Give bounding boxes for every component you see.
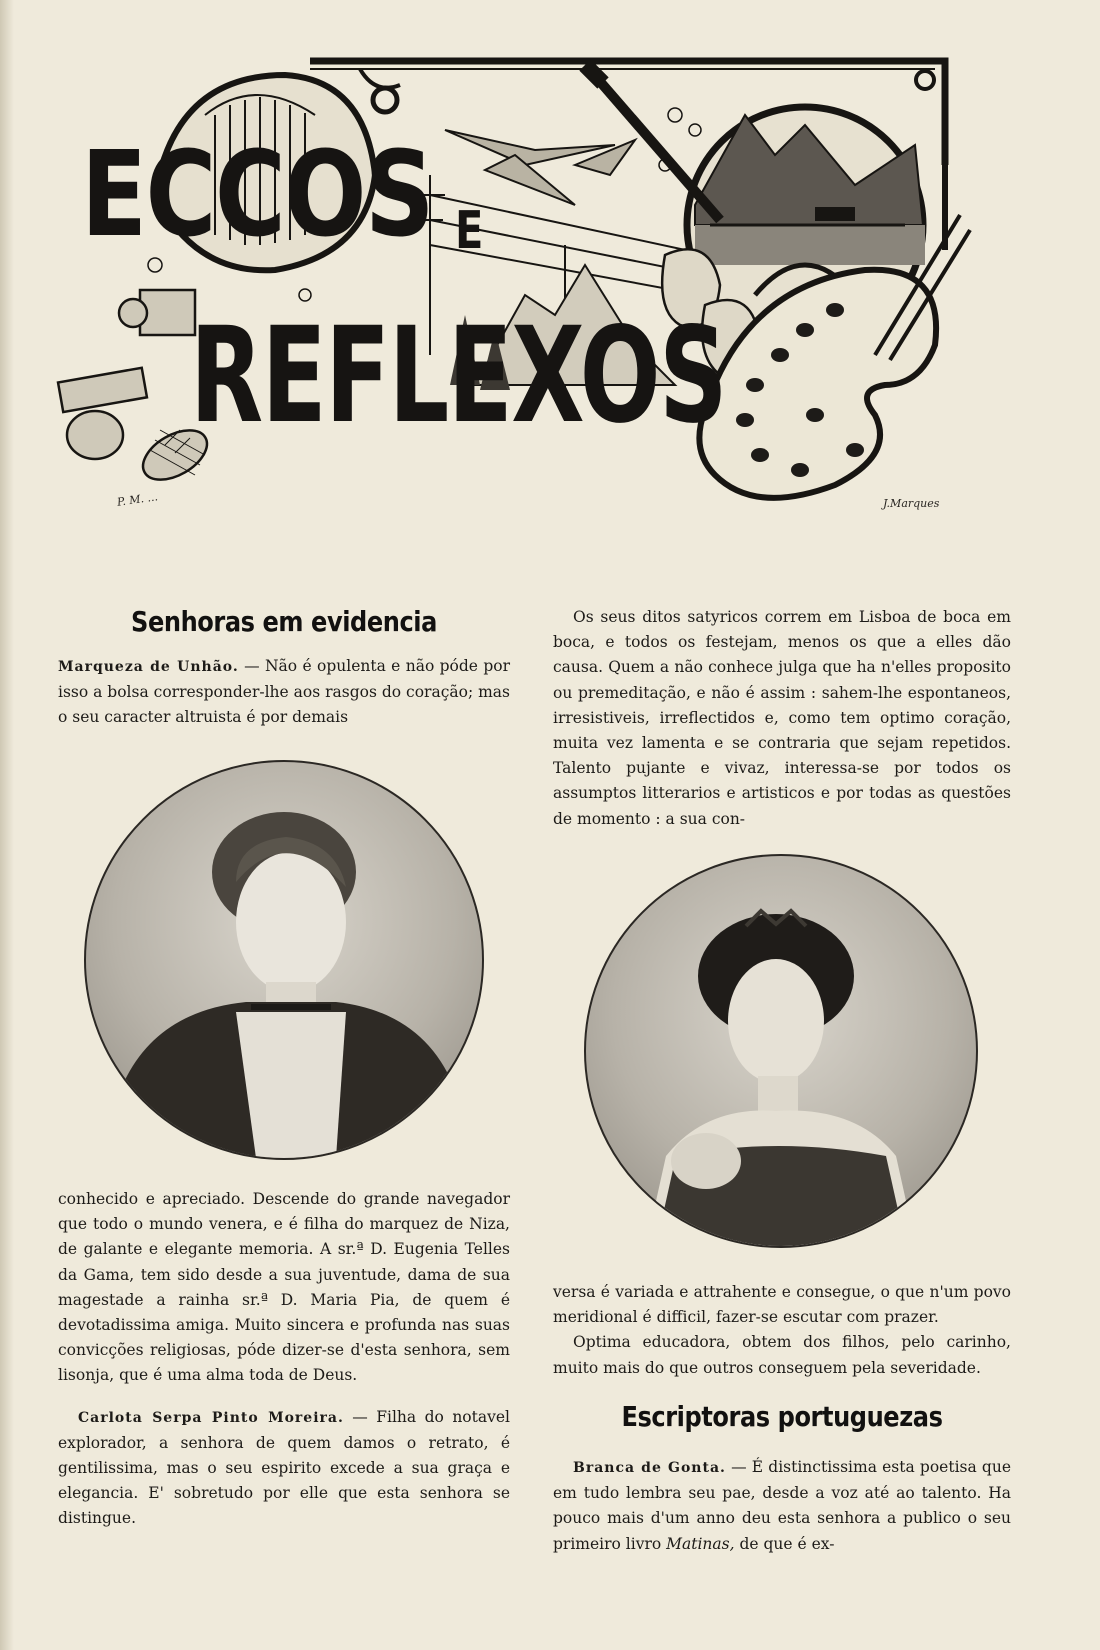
left-column-top bbox=[58, 654, 510, 731]
masthead-title-eccos: ECCOS bbox=[81, 125, 433, 263]
page-edge-shadow bbox=[0, 0, 14, 1650]
section-heading-escriptoras: Escriptoras portuguezas bbox=[621, 1400, 943, 1433]
paragraph-carlota-continued: Os seus ditos satyricos correm em Lisboa de boca em boca, e todos os festejam, menos os que a elles dão causa. Quem a não conhece julga que ha n'elles proposito ou premeditação, e não é assim : sahem-lhe espontaneos, irresistiveis, irreflectidos e, como tem optimo coração, muita vez lamenta e se contraria que sejam repetidos. Talento pujante e vivaz, interessa-se por todos os assumptos litterarios e artisticos e por todas as questões de momento : a sua con- bbox=[553, 608, 1011, 828]
lead-name-carlota: Carlota Serpa Pinto Moreira. bbox=[78, 1409, 344, 1426]
paragraph-carlota-conversa: versa é variada e attrahente e consegue, o que n'um povo meridional é difficil, fazer-se escutar com prazer. bbox=[553, 1283, 1011, 1327]
paragraph-carlota: — Filha do notavel explorador, a senhora de quem damos o retrato, é gentilissima, mas o seu espirito excede a sua graça e elegancia. E' sobretudo por elle que esta senhora se distingue. bbox=[58, 1407, 510, 1528]
illustrator-signature-right: J.Marques bbox=[883, 497, 940, 510]
portrait-photo-1 bbox=[86, 762, 482, 1158]
right-column-bottom bbox=[553, 1280, 1011, 1381]
portrait-marqueza-de-unhao bbox=[84, 760, 484, 1160]
portrait-carlota-serpa-pinto-moreira bbox=[584, 854, 978, 1248]
portrait-photo-2 bbox=[586, 856, 976, 1246]
masthead bbox=[55, 55, 1005, 525]
left-column-bottom bbox=[58, 1187, 510, 1532]
section-heading-senhoras: Senhoras em evidencia bbox=[131, 605, 437, 638]
illustrator-signature-left: P. M. ... bbox=[116, 490, 159, 509]
paragraph-marqueza-part2: conhecido e apreciado. Descende do grande navegador que todo o mundo venera, e é filha do marquez de Niza, de galante e elegante memoria. A sr.ª D. Eugenia Telles da Gama, tem sido desde a sua juventude, dama de sua magestade a rainha sr.ª D. Maria Pia, de quem é devotadissima amiga. Muito sincera e profunda nas suas convicções religiosas, póde dizer-se d'esta senhora, sem lisonja, que é uma alma toda de Deus. bbox=[58, 1190, 510, 1385]
right-column-top bbox=[553, 605, 1011, 832]
paragraph-marqueza-part1: — Não é opulenta e não póde por isso a bolsa corresponder-lhe aos rasgos do coração; mas o seu caracter altruista é por demais bbox=[58, 657, 510, 727]
right-column-escriptoras bbox=[553, 1455, 1011, 1557]
lead-name-branca: Branca de Gonta. bbox=[573, 1460, 726, 1476]
masthead-title-conjunction: E bbox=[455, 201, 482, 261]
lead-name-marqueza: Marqueza de Unhão. bbox=[58, 659, 239, 675]
paragraph-branca-part1: — É distinctissima esta poetisa que em tudo lembra seu pae, desde a voz até ao talento. Ha pouco mais d'um anno deu esta senhora a publico o seu primeiro livro bbox=[553, 1458, 1011, 1553]
paragraph-branca-part2: de que é ex- bbox=[734, 1534, 835, 1553]
paragraph-carlota-educadora: Optima educadora, obtem dos filhos, pelo carinho, muito mais do que outros conseguem pela severidade. bbox=[553, 1333, 1011, 1377]
masthead-title-reflexos: REFLEXOS bbox=[190, 299, 727, 453]
book-title-matinas: Matinas, bbox=[666, 1534, 735, 1553]
